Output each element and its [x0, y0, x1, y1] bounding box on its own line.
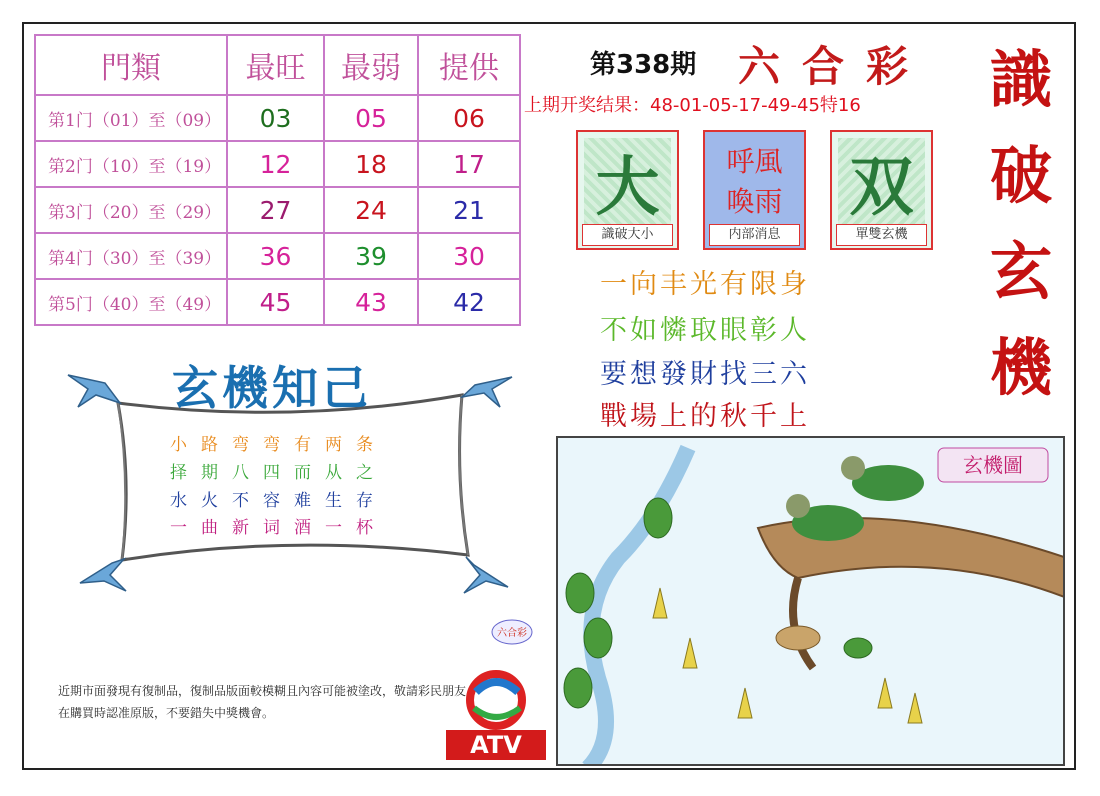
box-caption: 單雙玄機 — [836, 224, 927, 246]
cell-weak: 05 — [324, 95, 418, 141]
header-best: 最旺 — [227, 35, 324, 95]
cell-best: 45 — [227, 279, 324, 325]
header-weak: 最弱 — [324, 35, 418, 95]
cell-provide: 21 — [418, 187, 520, 233]
table-row — [35, 233, 520, 279]
side-title-char: 破 — [989, 139, 1052, 212]
issue-number: 第338期 — [590, 50, 697, 80]
cell-best: 03 — [227, 95, 324, 141]
box-size-hint — [576, 130, 679, 250]
row-label: 第1门（01）至（09） — [35, 95, 227, 141]
table-row — [35, 279, 520, 325]
wind-rain-icon: 呼風 喚雨 — [711, 138, 798, 225]
scroll-title: 玄機知己 — [172, 361, 372, 415]
side-title-char: 識 — [989, 43, 1052, 116]
row-label: 第5门（40）至（49） — [35, 279, 227, 325]
poem-line: 不如憐取眼彰人 — [600, 315, 810, 346]
cell-best: 27 — [227, 187, 324, 233]
cell-weak: 24 — [324, 187, 418, 233]
verse-line: 一曲新词酒一杯 — [170, 518, 387, 538]
header-provide: 提供 — [418, 35, 520, 95]
cell-weak: 39 — [324, 233, 418, 279]
row-label: 第3门（20）至（29） — [35, 187, 227, 233]
svg-text:ATV: ATV — [470, 731, 522, 759]
copy-warning-notice: 近期市面發現有復制品，復制品版面較模糊且內容可能被塗改，敬請彩民朋友在購買時認准原版，不要錯失中獎機會。 — [58, 684, 467, 720]
painting-svg — [558, 438, 1065, 766]
poem-line: 戰場上的秋千上 — [600, 401, 810, 432]
big-char-icon: 大 — [584, 138, 671, 225]
poem-line: 一向丰光有限身 — [600, 269, 810, 300]
atv-logo — [440, 662, 552, 762]
svg-text:六合彩: 六合彩 — [497, 628, 527, 639]
brand-title: 六合彩 — [738, 42, 931, 91]
row-label: 第4门（30）至（39） — [35, 233, 227, 279]
cell-provide: 30 — [418, 233, 520, 279]
cell-weak: 18 — [324, 141, 418, 187]
lottery-logo-icon — [488, 612, 536, 648]
table-row — [35, 95, 520, 141]
box-caption: 内部消息 — [709, 224, 800, 246]
header-category: 門類 — [35, 35, 227, 95]
bird-painting — [556, 436, 1065, 766]
last-result: 上期开奖结果：48-01-05-17-49-45特16 — [524, 95, 861, 116]
verse-line: 小路弯弯有两条 — [170, 435, 387, 455]
poem-line: 要想發財找三六 — [600, 359, 810, 390]
verse-line: 水火不容难生存 — [170, 491, 387, 511]
box-odd-even — [830, 130, 933, 250]
cell-best: 36 — [227, 233, 324, 279]
box-caption: 識破大小 — [582, 224, 673, 246]
double-char-icon: 双 — [838, 138, 925, 225]
table-header-row — [35, 35, 520, 95]
number-table — [34, 34, 521, 326]
cell-weak: 43 — [324, 279, 418, 325]
cell-provide: 42 — [418, 279, 520, 325]
table-row — [35, 187, 520, 233]
row-label: 第2门（10）至（19） — [35, 141, 227, 187]
cell-best: 12 — [227, 141, 324, 187]
side-title-char: 玄 — [989, 235, 1052, 308]
side-title — [976, 32, 1066, 416]
verse-line: 择期八四而从之 — [170, 463, 387, 483]
table-row — [35, 141, 520, 187]
cell-provide: 06 — [418, 95, 520, 141]
box-inside-news — [703, 130, 806, 250]
side-title-char: 機 — [989, 331, 1052, 404]
cell-provide: 17 — [418, 141, 520, 187]
svg-text:玄機圖: 玄機圖 — [963, 453, 1023, 477]
